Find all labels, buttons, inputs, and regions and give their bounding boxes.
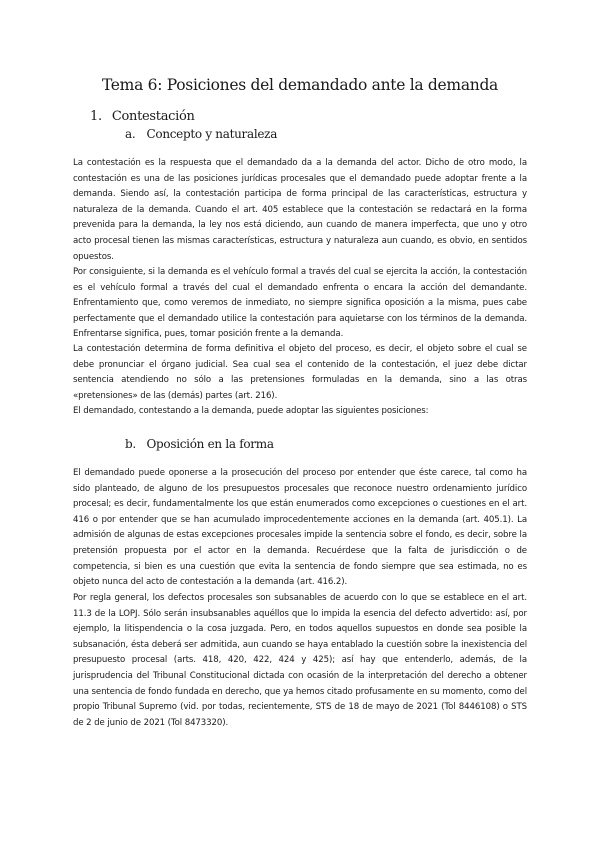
section-title: Contestación <box>111 109 195 124</box>
section-heading-contestacion <box>90 109 195 124</box>
paragraph-a3: La contestación determina de forma definitiva el objeto del proceso, es decir, el objeto sobre el cual se debe pronunciar el órgano judicial. Sea cual sea el contenido de la contestación, el juez debe dictar sentencia atendiendo no sólo a las pretensiones formuladas en la demanda, sino a las otras «pretensiones» de las (demás) partes (art. 216). <box>73 344 527 401</box>
paragraph-a1: La contestación es la respuesta que el demandado da a la demanda del actor. Dicho de otro modo, la contestación es una de las posiciones jurídicas procesales que el demandado puede adoptar frente a la demanda. Siendo así, la contestación participa de forma principal de las características, estructura y naturaleza de la demanda. Cuando el art. 405 establece que la contestación se redactará en la forma prevenida para la demanda, la ley nos está diciendo, aun cuando de manera imperfecta, que uno y otro acto procesal tienen las mismas características, estructura y naturaleza aun cuando, es obvio, en sentidos opuestos. <box>73 158 527 262</box>
paragraph-a4: El demandado, contestando a la demanda, puede adoptar las siguientes posiciones: <box>73 406 429 416</box>
paragraph-a2: Por consiguiente, si la demanda es el vehículo formal a través del cual se ejercita la acción, la contestación es el vehículo formal a través del cual el demandado enfrenta o encara la acción del demandante. Enfrentamiento que, como veremos de inmediato, no siempre significa oposición a la misma, pues cabe perfectamente que el demandado utilice la contestación para aquietarse con los términos de la demanda. Enfrentarse significa, pues, tomar posición frente a la demanda. <box>73 267 527 340</box>
subsection-title: Concepto y naturaleza <box>146 127 278 141</box>
page-title: Tema 6: Posiciones del demandado ante la demanda <box>101 76 499 94</box>
subsection-heading-concepto <box>125 127 277 141</box>
paragraph-b2: Por regla general, los defectos procesales son subsanables de acuerdo con lo que se establece en el art. 11.3 de la LOPJ. Sólo serán insubsanables aquéllos que lo impida la esencia del defecto advertido: así, por ejemplo, la litispendencia o la cosa juzgada. Pero, en todos aquellos supuestos en donde sea posible la subsanación, ésta deberá ser admitida, aun cuando se haya entablado la cuestión sobre la inexistencia del presupuesto procesal (arts. 418, 420, 422, 424 y 425); así hay que entenderlo, además, de la jurisprudencia del Tribunal Constitucional dictada con ocasión de la interpretación del derecho a obtener una sentencia de fondo fundada en derecho, que ya hemos citado profusamente en su momento, como del propio Tribunal Supremo (vid. por todas, recientemente, STS de 18 de mayo de 2021 (Tol 8446108) o STS de 2 de junio de 2021 (Tol 8473320). <box>73 593 527 728</box>
subsection-heading-oposicion <box>125 437 274 451</box>
subsection-number: b. <box>125 437 136 451</box>
subsection-number: a. <box>125 127 136 141</box>
paragraph-b1: El demandado puede oponerse a la prosecución del proceso por entender que éste carece, tal como ha sido planteado, de alguno de los presupuestos procesales que reconoce nuestro ordenamiento jurídico procesal; es decir, fundamentalmente los que están enumerados como excepciones o cuestiones en el art. 416 o por entender que se han acumulado improcedentemente acciones en la demanda (art. 405.1). La admisión de algunas de estas excepciones procesales impide la sentencia sobre el fondo, es decir, sobre la pretensión propuesta por el actor en la demanda. Recuérdese que la falta de jurisdicción o de competencia, si bien es una cuestión que evita la sentencia de fondo siempre que sea estimada, no es objeto nunca del acto de contestación a la demanda (art. 416.2). <box>73 468 527 588</box>
section-number: 1. <box>90 109 102 124</box>
subsection-title: Oposición en la forma <box>146 437 274 451</box>
